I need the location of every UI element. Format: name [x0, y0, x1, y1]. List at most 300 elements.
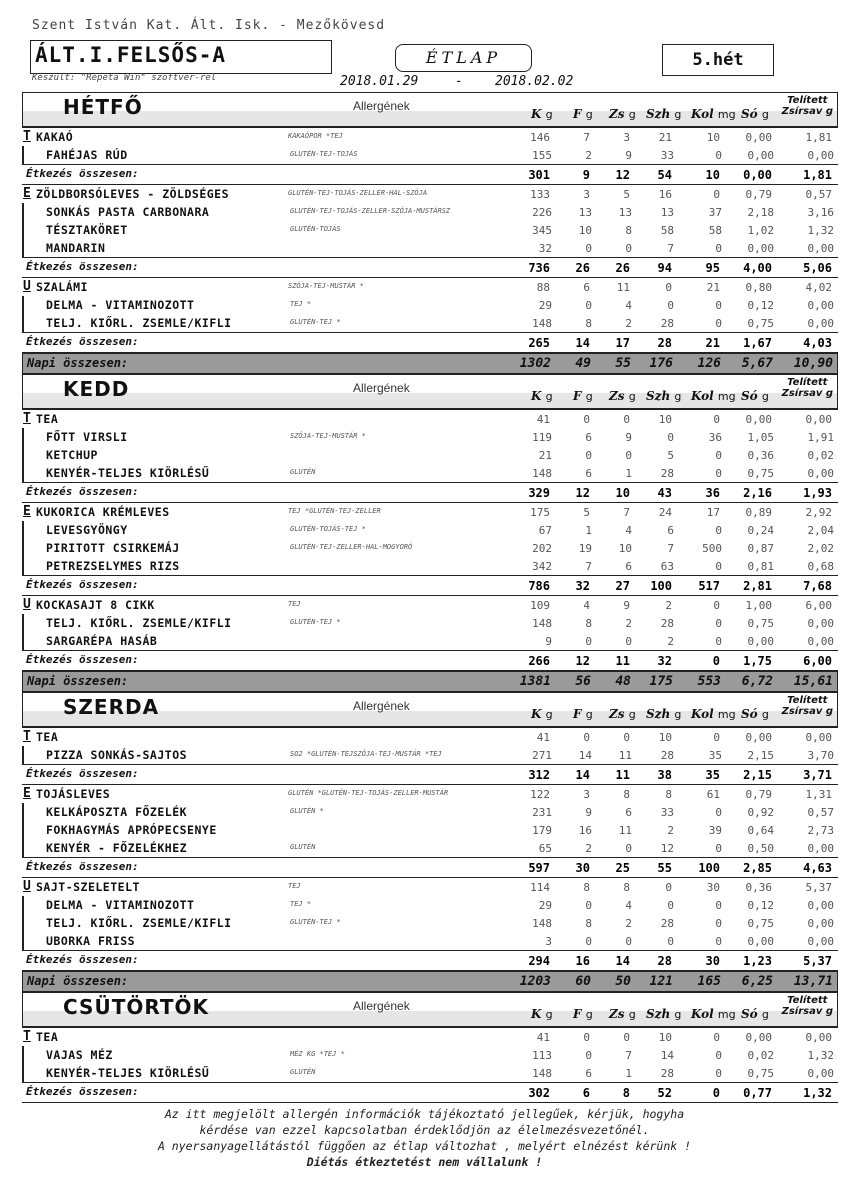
- day-header: [22, 374, 838, 410]
- value-cell: 0,00: [747, 635, 774, 648]
- value-cell: 41: [536, 413, 550, 426]
- value-cell: 25: [615, 861, 630, 875]
- meal-total-label: Étkezés összesen:: [26, 767, 139, 780]
- class-box: [30, 40, 332, 74]
- value-cell: 30: [575, 861, 590, 875]
- footer-note: [0, 1106, 849, 1170]
- value-cell: 30: [705, 954, 720, 968]
- value-cell: 16: [578, 824, 592, 837]
- value-cell: 8: [585, 617, 592, 630]
- value-cell: 0: [712, 1086, 720, 1100]
- item-name: ZÖLDBORSÓLEVES - ZÖLDSÉGES: [36, 187, 230, 201]
- column-label: Zs: [609, 1007, 625, 1021]
- value-cell: 12: [575, 486, 590, 500]
- column-label: F: [573, 107, 582, 121]
- value-cell: 24: [658, 506, 672, 519]
- item-name: KETCHUP: [46, 448, 98, 462]
- column-label: Só: [741, 389, 758, 403]
- item-allergens: GLUTÉN: [290, 468, 316, 476]
- value-cell: 21: [538, 449, 552, 462]
- meal-total-label: Étkezés összesen:: [26, 860, 139, 873]
- allergens-header: Allergének: [353, 99, 410, 113]
- value-cell: 10: [615, 486, 630, 500]
- menu-item-row: [22, 539, 838, 557]
- value-cell: 0: [585, 635, 592, 648]
- item-allergens: KAKAÓPOR *TEJ: [288, 132, 343, 140]
- daily-total-label: Napi összesen:: [27, 356, 129, 370]
- value-cell: 1,23: [743, 954, 772, 968]
- value-cell: 2,81: [743, 579, 772, 593]
- value-cell: 231: [532, 806, 552, 819]
- column-unit: g: [761, 108, 769, 121]
- value-cell: 10,90: [793, 356, 833, 371]
- item-name: KOCKASAJT 8 CIKK: [36, 598, 155, 612]
- value-cell: 0: [625, 449, 632, 462]
- item-name: TELJ. KIŐRL. ZSEMLE/KIFLI: [46, 316, 232, 330]
- value-cell: 3: [623, 131, 630, 144]
- menu-item-row: [22, 803, 838, 821]
- value-cell: 4: [625, 899, 632, 912]
- value-cell: 0: [715, 635, 722, 648]
- value-cell: 7: [667, 242, 674, 255]
- value-cell: 1,81: [803, 168, 832, 182]
- menu-item-row: [22, 896, 838, 914]
- item-allergens: GLUTÉN-TEJ *: [290, 318, 341, 326]
- item-allergens: GLUTÉN: [290, 843, 316, 851]
- item-name: PIZZA SONKÁS-SAJTOS: [46, 748, 188, 762]
- value-cell: 597: [528, 861, 550, 875]
- value-cell: 0: [585, 935, 592, 948]
- value-cell: 9: [625, 431, 632, 444]
- column-header: [646, 107, 681, 121]
- value-cell: 148: [532, 467, 552, 480]
- value-cell: 175: [649, 674, 673, 689]
- value-cell: 0: [667, 935, 674, 948]
- value-cell: 0,75: [747, 617, 774, 630]
- menu-item-row: [22, 296, 838, 314]
- item-name: TEA: [36, 730, 59, 744]
- menu-item-row: [22, 521, 838, 539]
- value-cell: 5,67: [741, 356, 773, 371]
- value-cell: 28: [660, 317, 674, 330]
- value-cell: 11: [618, 749, 632, 762]
- value-cell: 122: [530, 788, 550, 801]
- value-cell: 202: [532, 542, 552, 555]
- value-cell: 500: [702, 542, 722, 555]
- footer-line-1: Az itt megjelölt allergén információk tájékoztató jellegűek, kérjük, hogyha: [164, 1107, 685, 1121]
- column-label: Zs: [609, 389, 625, 403]
- item-name: FAHÉJAS RÚD: [46, 148, 128, 162]
- value-cell: 0,00: [805, 731, 832, 744]
- value-cell: 28: [657, 954, 672, 968]
- column-header: [691, 707, 736, 721]
- item-name: KENYÉR-TELJES KIÖRLÉSŰ: [46, 466, 210, 480]
- column-unit: g: [628, 108, 636, 121]
- value-cell: 28: [657, 336, 672, 350]
- column-label: F: [573, 1007, 582, 1021]
- value-cell: 6,00: [803, 654, 832, 668]
- value-cell: 0,12: [747, 299, 774, 312]
- item-name: KENYÉR - FŐZELÉKHEZ: [46, 841, 188, 855]
- item-name: SAJT-SZELETELT: [36, 880, 140, 894]
- value-cell: 1,91: [807, 431, 834, 444]
- value-cell: 2,02: [807, 542, 834, 555]
- value-cell: 0: [667, 899, 674, 912]
- meal-total-row: [22, 857, 838, 878]
- value-cell: 1,81: [805, 131, 832, 144]
- value-cell: 28: [660, 749, 674, 762]
- menu-item-row: [22, 278, 838, 296]
- value-cell: 2,18: [747, 206, 774, 219]
- value-cell: 226: [532, 206, 552, 219]
- value-cell: 0,00: [807, 1067, 834, 1080]
- value-cell: 0: [715, 935, 722, 948]
- value-cell: 0: [667, 299, 674, 312]
- column-label: Szh: [646, 1007, 671, 1021]
- value-cell: 10: [658, 413, 672, 426]
- value-cell: 32: [657, 654, 672, 668]
- saturated-fat-header: [782, 377, 833, 399]
- saturated-fat-line-2: Zsírsav g: [781, 1006, 833, 1017]
- value-cell: 6: [582, 1086, 590, 1100]
- meal-total-label: Étkezés összesen:: [26, 953, 139, 966]
- value-cell: 67: [538, 524, 552, 537]
- value-cell: 28: [660, 467, 674, 480]
- meal-total-row: [22, 164, 838, 185]
- column-header: [531, 389, 553, 403]
- value-cell: 4,00: [743, 261, 772, 275]
- meal-tag: U: [23, 597, 31, 612]
- menu-item-row: [22, 128, 838, 146]
- allergens-header: Allergének: [353, 999, 410, 1013]
- value-cell: 21: [706, 281, 720, 294]
- meal-total-row: [22, 764, 838, 785]
- saturated-fat-line-2: Zsírsav g: [781, 706, 833, 717]
- column-label: Kol: [691, 107, 714, 121]
- value-cell: 39: [708, 824, 722, 837]
- meal-total-label: Étkezés összesen:: [26, 260, 139, 273]
- value-cell: 0,75: [747, 317, 774, 330]
- value-cell: 41: [536, 1031, 550, 1044]
- menu-item-row: [22, 203, 838, 221]
- value-cell: 1,67: [743, 336, 772, 350]
- day-header: [22, 692, 838, 728]
- value-cell: 0: [583, 731, 590, 744]
- value-cell: 43: [657, 486, 672, 500]
- value-cell: 65: [538, 842, 552, 855]
- value-cell: 0,00: [807, 317, 834, 330]
- value-cell: 29: [538, 899, 552, 912]
- value-cell: 0: [667, 431, 674, 444]
- menu-item-row: [22, 746, 838, 764]
- value-cell: 0,79: [745, 188, 772, 201]
- meal-tag: E: [23, 504, 31, 519]
- column-unit: g: [585, 1008, 593, 1021]
- value-cell: 0: [715, 917, 722, 930]
- menu-item-row: [22, 878, 838, 896]
- value-cell: 1,05: [747, 431, 774, 444]
- menu-table: [22, 92, 838, 1103]
- column-unit: g: [674, 390, 682, 403]
- daily-total-row: [22, 971, 838, 992]
- value-cell: 0,80: [745, 281, 772, 294]
- value-cell: 0,36: [745, 881, 772, 894]
- saturated-fat-header: [782, 95, 833, 117]
- value-cell: 1,02: [747, 224, 774, 237]
- daily-total-row: [22, 353, 838, 374]
- value-cell: 0,77: [743, 1086, 772, 1100]
- column-unit: mg: [717, 708, 736, 721]
- meal-tag: T: [23, 1029, 31, 1044]
- value-cell: 0: [715, 1049, 722, 1062]
- column-unit: g: [628, 390, 636, 403]
- value-cell: 0: [625, 935, 632, 948]
- menu-item-row: [22, 614, 838, 632]
- value-cell: 271: [532, 749, 552, 762]
- value-cell: 27: [615, 579, 630, 593]
- value-cell: 2: [585, 842, 592, 855]
- value-cell: 0,02: [807, 449, 834, 462]
- value-cell: 17: [615, 336, 630, 350]
- menu-item-row: [22, 932, 838, 950]
- item-name: KAKAÓ: [36, 130, 74, 144]
- value-cell: 553: [697, 674, 721, 689]
- menu-item-row: [22, 185, 838, 203]
- value-cell: 0,89: [745, 506, 772, 519]
- value-cell: 109: [530, 599, 550, 612]
- item-name: PIRITOTT CSIRKEMÁJ: [46, 541, 180, 555]
- value-cell: 0: [715, 149, 722, 162]
- value-cell: 148: [532, 317, 552, 330]
- value-cell: 1,32: [803, 1086, 832, 1100]
- value-cell: 17: [706, 506, 720, 519]
- value-cell: 11: [616, 281, 630, 294]
- column-label: Zs: [609, 707, 625, 721]
- value-cell: 8: [665, 788, 672, 801]
- item-name: LEVESGYÖNGY: [46, 523, 128, 537]
- saturated-fat-line-1: Telített: [787, 377, 828, 388]
- value-cell: 32: [538, 242, 552, 255]
- value-cell: 345: [532, 224, 552, 237]
- column-label: Szh: [646, 107, 671, 121]
- date-separator: -: [455, 74, 463, 89]
- value-cell: 266: [528, 654, 550, 668]
- value-cell: 13: [660, 206, 674, 219]
- meal-total-label: Étkezés összesen:: [26, 167, 139, 180]
- value-cell: 0: [623, 413, 630, 426]
- value-cell: 1,93: [803, 486, 832, 500]
- value-cell: 0: [623, 1031, 630, 1044]
- value-cell: 9: [623, 599, 630, 612]
- value-cell: 0: [585, 242, 592, 255]
- item-allergens: GLUTÉN-TEJ-ZELLER-HAL-MOGYORÓ: [290, 543, 413, 551]
- value-cell: 0,00: [743, 168, 772, 182]
- value-cell: 15,61: [793, 674, 833, 689]
- value-cell: 0: [713, 1031, 720, 1044]
- value-cell: 0: [715, 467, 722, 480]
- value-cell: 0: [625, 242, 632, 255]
- meal-tag: U: [23, 879, 31, 894]
- column-unit: g: [628, 708, 636, 721]
- menu-item-row: [22, 557, 838, 575]
- value-cell: 12: [575, 654, 590, 668]
- item-allergens: GLUTÉN-TEJ *: [290, 918, 341, 926]
- value-cell: 95: [705, 261, 720, 275]
- value-cell: 6: [667, 524, 674, 537]
- saturated-fat-line-1: Telített: [787, 95, 828, 106]
- column-label: F: [573, 707, 582, 721]
- menu-item-row: [22, 1046, 838, 1064]
- item-name: FOKHAGYMÁS APRÓPECSENYE: [46, 823, 217, 837]
- value-cell: 0,24: [747, 524, 774, 537]
- meal-total-row: [22, 650, 838, 671]
- value-cell: 0,00: [807, 917, 834, 930]
- value-cell: 0: [712, 654, 720, 668]
- value-cell: 58: [660, 224, 674, 237]
- column-unit: mg: [717, 390, 736, 403]
- item-name: KUKORICA KRÉMLEVES: [36, 505, 170, 519]
- column-label: Kol: [691, 1007, 714, 1021]
- value-cell: 0: [583, 413, 590, 426]
- value-cell: 26: [615, 261, 630, 275]
- column-header: [741, 389, 769, 403]
- value-cell: 0,00: [805, 413, 832, 426]
- column-unit: mg: [717, 108, 736, 121]
- value-cell: 6: [585, 467, 592, 480]
- value-cell: 10: [706, 131, 720, 144]
- value-cell: 35: [705, 768, 720, 782]
- column-header: [573, 389, 593, 403]
- meal-total-row: [22, 332, 838, 353]
- value-cell: 2,04: [807, 524, 834, 537]
- value-cell: 1: [585, 524, 592, 537]
- value-cell: 0,00: [747, 149, 774, 162]
- value-cell: 94: [657, 261, 672, 275]
- menu-item-row: [22, 728, 838, 746]
- value-cell: 148: [532, 917, 552, 930]
- meal-total-row: [22, 257, 838, 278]
- value-cell: 0,00: [747, 935, 774, 948]
- value-cell: 10: [658, 1031, 672, 1044]
- column-unit: g: [545, 708, 553, 721]
- value-cell: 148: [532, 617, 552, 630]
- day-name: SZERDA: [63, 695, 160, 719]
- date-to: 2018.02.02: [495, 74, 574, 89]
- value-cell: 61: [706, 788, 720, 801]
- saturated-fat-line-2: Zsírsav g: [781, 106, 833, 117]
- value-cell: 0: [713, 599, 720, 612]
- value-cell: 49: [575, 356, 591, 371]
- value-cell: 58: [708, 224, 722, 237]
- value-cell: 179: [532, 824, 552, 837]
- value-cell: 0,00: [807, 635, 834, 648]
- value-cell: 14: [575, 768, 590, 782]
- value-cell: 6: [625, 806, 632, 819]
- value-cell: 9: [625, 149, 632, 162]
- class-name: ÁLT.I.FELSŐS-A: [35, 43, 227, 67]
- value-cell: 736: [528, 261, 550, 275]
- column-unit: g: [761, 390, 769, 403]
- column-label: F: [573, 389, 582, 403]
- meal-total-label: Étkezés összesen:: [26, 1085, 139, 1098]
- value-cell: 146: [530, 131, 550, 144]
- value-cell: 7: [625, 1049, 632, 1062]
- column-unit: g: [674, 708, 682, 721]
- value-cell: 6,00: [805, 599, 832, 612]
- value-cell: 6: [625, 560, 632, 573]
- value-cell: 2: [665, 599, 672, 612]
- column-unit: g: [545, 390, 553, 403]
- menu-item-row: [22, 239, 838, 257]
- meal-total-label: Étkezés összesen:: [26, 578, 139, 591]
- value-cell: 342: [532, 560, 552, 573]
- value-cell: 0,64: [747, 824, 774, 837]
- column-unit: g: [585, 390, 593, 403]
- value-cell: 0: [715, 524, 722, 537]
- value-cell: 786: [528, 579, 550, 593]
- value-cell: 517: [698, 579, 720, 593]
- value-cell: 11: [615, 768, 630, 782]
- item-name: DELMA - VITAMINOZOTT: [46, 298, 195, 312]
- value-cell: 0: [715, 560, 722, 573]
- value-cell: 14: [575, 336, 590, 350]
- value-cell: 312: [528, 768, 550, 782]
- value-cell: 0,57: [807, 806, 834, 819]
- daily-total-label: Napi összesen:: [27, 674, 129, 688]
- value-cell: 14: [660, 1049, 674, 1062]
- menu-item-row: [22, 632, 838, 650]
- item-allergens: GLUTÉN-TEJ-TOJÁS-ZELLER-SZÓJA-MUSTÁRSZ: [290, 207, 451, 215]
- item-name: SZALÁMI: [36, 280, 88, 294]
- value-cell: 1,00: [745, 599, 772, 612]
- value-cell: 0: [585, 899, 592, 912]
- value-cell: 0,00: [807, 899, 834, 912]
- value-cell: 54: [657, 168, 672, 182]
- value-cell: 0,00: [807, 299, 834, 312]
- value-cell: 0,50: [747, 842, 774, 855]
- date-from: 2018.01.29: [340, 74, 419, 89]
- school-name: Szent István Kat. Ált. Isk. - Mezőkövesd: [32, 18, 386, 33]
- value-cell: 0: [715, 449, 722, 462]
- value-cell: 6,25: [741, 974, 773, 989]
- saturated-fat-line-2: Zsírsav g: [781, 388, 833, 399]
- value-cell: 2: [625, 317, 632, 330]
- menu-item-row: [22, 146, 838, 164]
- value-cell: 41: [536, 731, 550, 744]
- value-cell: 0: [625, 635, 632, 648]
- value-cell: 2,15: [743, 768, 772, 782]
- value-cell: 3,16: [807, 206, 834, 219]
- value-cell: 1,31: [805, 788, 832, 801]
- menu-item-row: [22, 914, 838, 932]
- day-name: HÉTFŐ: [63, 95, 143, 119]
- value-cell: 176: [649, 356, 673, 371]
- value-cell: 155: [532, 149, 552, 162]
- allergens-header: Allergének: [353, 381, 410, 395]
- value-cell: 329: [528, 486, 550, 500]
- column-unit: g: [761, 1008, 769, 1021]
- column-header: [646, 707, 681, 721]
- value-cell: 0: [715, 899, 722, 912]
- value-cell: 13: [578, 206, 592, 219]
- footer-line-2: kérdése van ezzel kapcsolatban érdeklődjön az élelmezésvezetőnél.: [199, 1123, 650, 1137]
- value-cell: 3: [545, 935, 552, 948]
- value-cell: 0,75: [747, 467, 774, 480]
- value-cell: 8: [585, 317, 592, 330]
- value-cell: 2,85: [743, 861, 772, 875]
- meal-total-label: Étkezés összesen:: [26, 653, 139, 666]
- value-cell: 265: [528, 336, 550, 350]
